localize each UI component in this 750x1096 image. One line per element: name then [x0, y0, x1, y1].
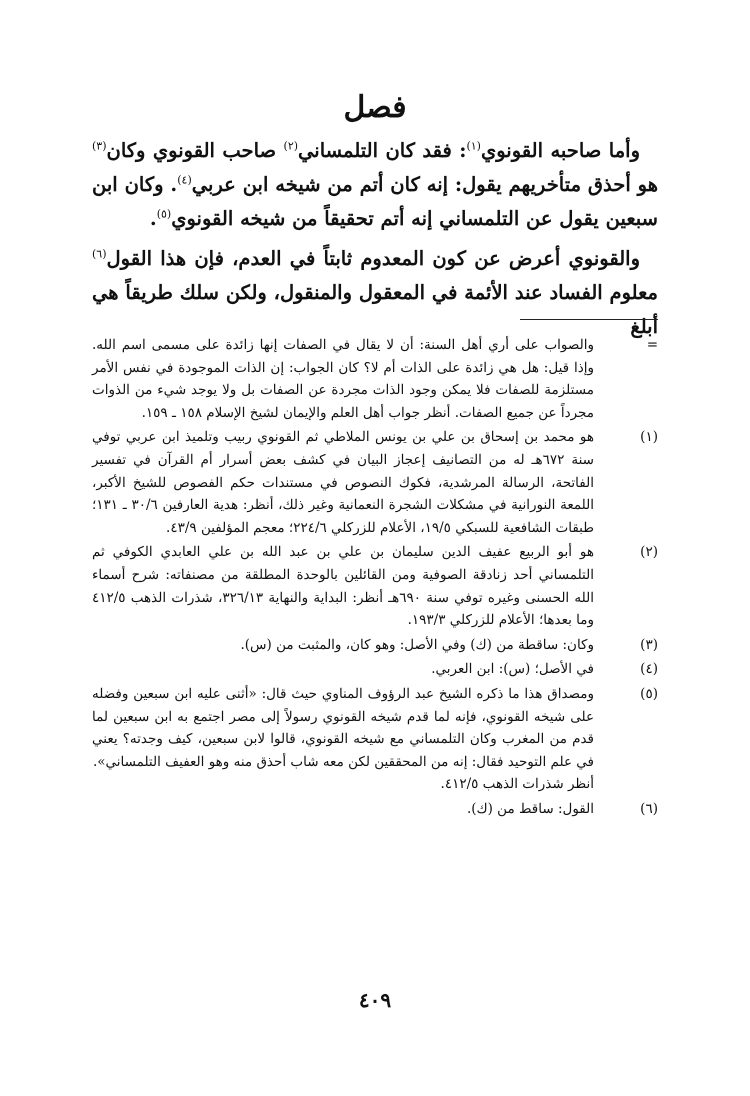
footnote-number: (٦) — [640, 800, 658, 817]
footnote-5 — [92, 683, 658, 796]
footnote-number: (٢) — [640, 544, 658, 561]
section-title: فصل — [343, 90, 407, 125]
footnote-text: في الأصل؛ (س): ابن العربي. — [431, 661, 594, 678]
main-paragraph — [92, 134, 658, 236]
footnote-text: القول: ساقط من (ك). — [466, 800, 594, 817]
footnote-reference: (٤) — [177, 173, 192, 187]
footnote-reference: (٣) — [92, 139, 107, 153]
footnote-text: والصواب على أري أهل السنة: أن لا يقال في الصفات إنها زائدة على مسمى اسم الله. وإذا قيل: هل هي زائدة على الذات أم لا؟ كان الجواب: إن الذات الموجودة في نفس الأمر مستلزمة للصفات فلا يمكن وجود الذات مجردة عن الصفات بل ولا يوجد شيء من الذوات مجرداً عن جميع الصفات. أنظر جواب أهل العلم والإيمان لشيخ الإسلام ١٥٨ ـ ١٥٩. — [92, 337, 594, 421]
footnote-text: وكان: ساقطة من (ك) وفي الأصل: وهو كان، والمثبت من (س). — [240, 636, 594, 653]
footnote-2 — [92, 541, 658, 631]
footnote-reference: (٢) — [283, 139, 299, 153]
main-text-segment: . — [149, 207, 157, 230]
footnote-text: هو محمد بن إسحاق بن علي بن يونس الملاطي ثم القونوي ربيب وتلميذ ابن عربي توفي سنة ٦٧٢هـ له من التصانيف إعجاز البيان في كشف بعض أسرار أم القرآن في تفسير الفاتحة، الرسالة المرشدية، فكوك النصوص في مستندات حكم الفصوص للشيخ الأكبر، اللمعة النورانية في مشكلات الشجرة النعمانية وغير ذلك، أنظر: هدية العارفين ٣٠/٦ ـ ١٣١؛ طبقات الشافعية للسبكي ١٩/٥، الأعلام للزركلي ٢٢٤/٦؛ معجم المؤلفين ٤٣/٩. — [92, 429, 594, 536]
footnote-reference: (٥) — [156, 207, 172, 221]
footnote-reference: (٦) — [92, 247, 107, 261]
main-text — [92, 134, 658, 350]
footnote-3 — [92, 634, 658, 657]
page-number: ٤٠٩ — [358, 988, 392, 1012]
footnote-reference-line: أنظر شذرات الذهب ٤١٢/٥. — [440, 776, 594, 793]
footnote-continuation — [92, 334, 658, 424]
footnote-number: (٣) — [640, 636, 658, 653]
main-text-segment: صاحب القونوي وكان — [106, 139, 284, 162]
footnote-4 — [92, 658, 658, 681]
main-text-segment: : فقد كان التلمساني — [298, 139, 467, 162]
footnote-reference: (١) — [466, 139, 481, 153]
main-text-segment: والقونوي أعرض عن كون المعدوم ثابتاً في العدم، فإن هذا القول — [106, 247, 640, 270]
footnote-number: (٥) — [640, 685, 658, 702]
footnote-text: هو أبو الربيع عفيف الدين سليمان بن علي بن عبد الله بن علي العابدي الكوفي ثم التلمساني أحد زنادقة الصوفية ومن القائلين بالوحدة المطلقة من مصنفاته: شرح أسماء الله الحسنى وغيره توفي سنة ٦٩٠هـ أنظر: البداية والنهاية ٣٢٦/١٣، شذرات الذهب ٤١٢/٥ وما بعدها؛ الأعلام للزركلي ١٩٣/٣. — [92, 544, 594, 629]
main-text-segment: . وكان ابن سبعين يقول عن التلمساني إنه أتم تحقيقاً من شيخه القونوي — [92, 173, 658, 230]
footnote-separator — [520, 319, 658, 320]
footnote-1 — [92, 426, 658, 539]
footnote-number: (٤) — [640, 661, 658, 678]
main-text-segment: معلوم الفساد عند الأئمة في المعقول والمنقول، ولكن سلك طريقاً هي أبلغ — [92, 281, 658, 338]
main-text-segment: وأما صاحبه القونوي — [480, 139, 640, 162]
footnote-6 — [92, 798, 658, 821]
main-paragraph — [92, 242, 658, 344]
footnotes — [92, 334, 658, 822]
footnote-text: ومصداق هذا ما ذكره الشيخ عبد الرؤوف المناوي حيث قال: «أثنى عليه ابن سبعين وفضله على شيخه القونوي، فإنه لما قدم شيخه القونوي رسولاً إلى مصر اجتمع به ابن سبعين لما قدم من المغرب وكان التلمساني مع شيخه القونوي، قالوا لابن سبعين، كيف وجدته؟ يعني في علم التوحيد فقال: إنه من المحققين لكن معه شاب أحذق منه وهو العفيف التلمساني». — [92, 685, 594, 770]
continuation-marker: = — [646, 337, 658, 353]
main-text-segment: هو أحذق متأخريهم يقول: إنه كان أتم من شيخه ابن عربي — [191, 173, 658, 196]
footnote-number: (١) — [640, 429, 658, 446]
